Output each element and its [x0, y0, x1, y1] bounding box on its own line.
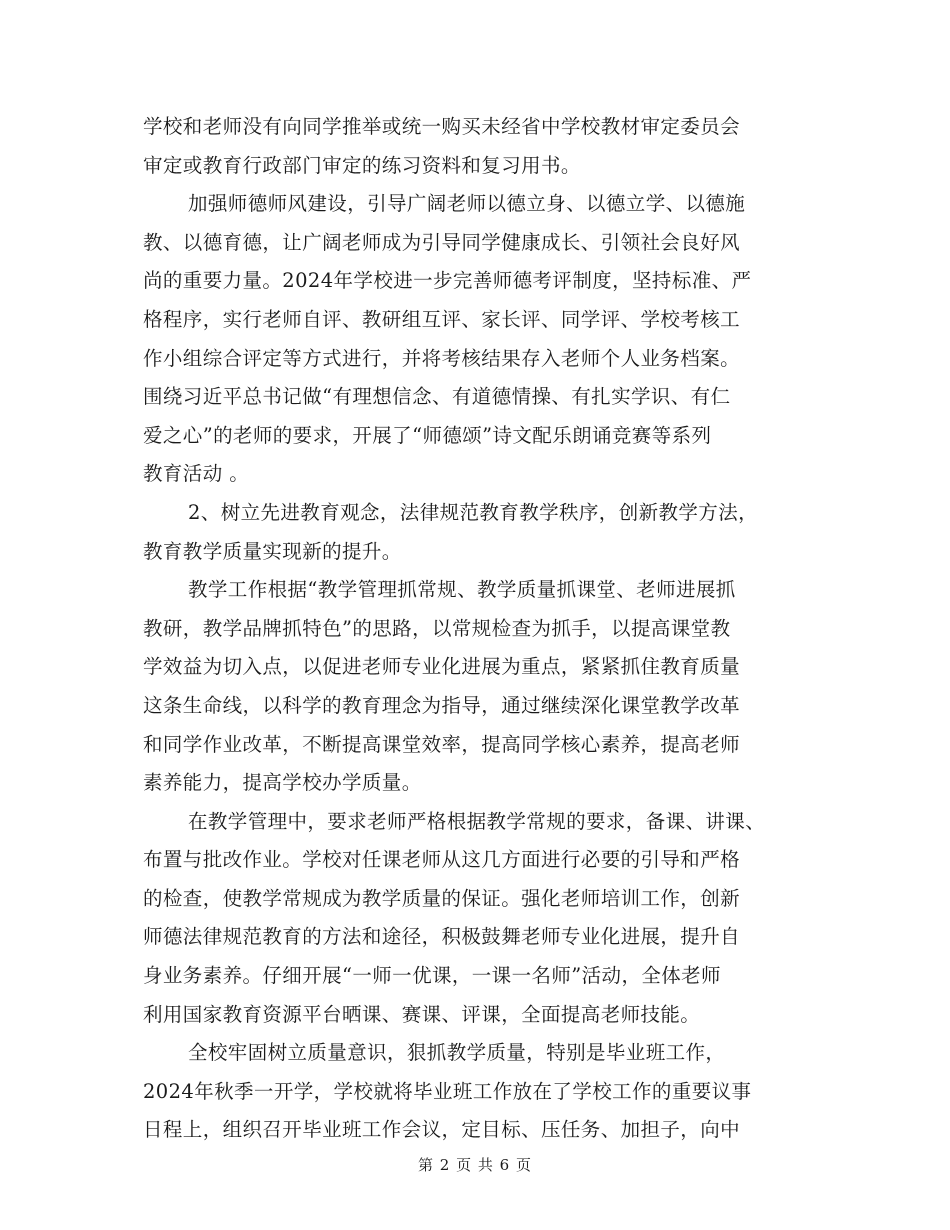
text-line: 2、树立先进教育观念，法律规范教育教学秩序，创新教学方法， — [188, 500, 759, 524]
text-line: 在教学管理中，要求老师严格根据教学常规的要求，备课、讲课、 — [188, 809, 766, 833]
text-line: 教学工作根据“教学管理抓常规、教学质量抓课堂、老师进展抓 — [188, 578, 736, 602]
paragraph-3 — [143, 494, 813, 571]
paragraph-4 — [143, 571, 813, 803]
text-line: 作小组综合评定等方式进行，并将考核结果存入老师个人业务档案。 — [143, 346, 741, 370]
text-line: 师德法律规范教育的方法和途径，积极鼓舞老师专业化进展，提升自 — [143, 925, 741, 949]
text-line: 和同学作业改革，不断提高课堂效率，提高同学核心素养，提高老师 — [143, 732, 741, 756]
text-line: 教育活动 。 — [143, 462, 250, 486]
text-line: 的检查，使教学常规成为教学质量的保证。强化老师培训工作，创新 — [143, 886, 741, 910]
text-line: 围绕习近平总书记做“有理想信念、有道德情操、有扎实学识、有仁 — [143, 385, 731, 409]
text-line: 学效益为切入点，以促进老师专业化进展为重点，紧紧抓住教育质量 — [143, 655, 741, 679]
paragraph-6 — [143, 1034, 813, 1150]
text-line: 加强师德师风建设，引导广阔老师以德立身、以德立学、以德施 — [188, 192, 746, 216]
text-line: 审定或教育行政部门审定的练习资料和复习用书。 — [143, 153, 581, 177]
page-number-footer: 第 2 页 共 6 页 — [418, 1156, 532, 1174]
text-line: 这条生命线，以科学的教育理念为指导，通过继续深化课堂教学改革 — [143, 693, 741, 717]
text-line: 教、以德育德，让广阔老师成为引导同学健康成长、引领社会良好风 — [143, 230, 741, 254]
text-line: 全校牢固树立质量意识，狠抓教学质量，特别是毕业班工作， — [188, 1041, 726, 1065]
text-line: 教育教学质量实现新的提升。 — [143, 539, 402, 563]
text-line: 身业务素养。仔细开展“一师一优课，一课一名师”活动，全体老师 — [143, 964, 721, 988]
text-line: 爱之心”的老师的要求，开展了“师德颂”诗文配乐朗诵竞赛等系列 — [143, 423, 712, 447]
text-line: 2024年秋季一开学，学校就将毕业班工作放在了学校工作的重要议事 — [143, 1079, 752, 1103]
document-body — [143, 108, 813, 1150]
text-line: 利用国家教育资源平台晒课、赛课、评课，全面提高老师技能。 — [143, 1002, 701, 1026]
text-line: 素养能力，提高学校办学质量。 — [143, 771, 422, 795]
paragraph-1 — [143, 108, 813, 185]
text-line: 日程上，组织召开毕业班工作会议，定目标、压任务、加担子，向中 — [143, 1118, 741, 1142]
text-line: 布置与批改作业。学校对任课老师从这几方面进行必要的引导和严格 — [143, 848, 741, 872]
text-line: 尚的重要力量。2024年学校进一步完善师德考评制度，坚持标准、严 — [143, 269, 752, 293]
text-line: 教研，教学品牌抓特色”的思路，以常规检查为抓手，以提高课堂教 — [143, 616, 731, 640]
paragraph-2 — [143, 185, 813, 494]
text-line: 格程序，实行老师自评、教研组互评、家长评、同学评、学校考核工 — [143, 307, 741, 331]
paragraph-5 — [143, 803, 813, 1035]
text-line: 学校和老师没有向同学推举或统一购买未经省中学校教材审定委员会 — [143, 115, 741, 138]
